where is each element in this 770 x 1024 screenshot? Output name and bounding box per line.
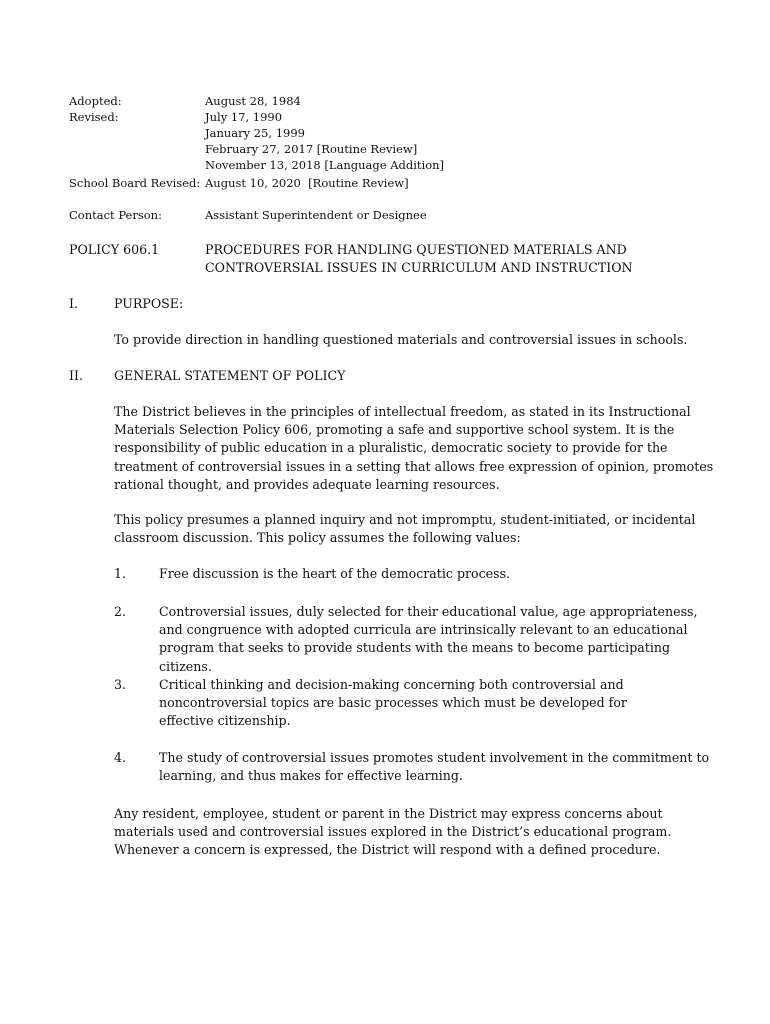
section-2-heading: GENERAL STATEMENT OF POLICY bbox=[114, 368, 346, 383]
policy-title-line2: CONTROVERSIAL ISSUES IN CURRICULUM AND INSTRUCTION bbox=[205, 260, 633, 275]
list-item-text: Critical thinking and decision-making concerning both controversial and noncontroversial topics are basic processes which must be developed for effective citizenship. bbox=[159, 677, 627, 729]
revised-date-1: July 17, 1990 bbox=[205, 110, 283, 124]
adopted-label: Adopted: bbox=[69, 94, 122, 108]
general-paragraph-1: The District believes in the principles of intellectual freedom, as stated in its Instructional Materials Selection Policy 606, promoting a safe and supportive school system. It is the responsibility of public education in a pluralistic, democratic society to provide for the treatment of controversial issues in a setting that allows free expression of opinion, promotes rational thought, and provides adequate learning resources. bbox=[114, 404, 714, 492]
purpose-text: To provide direction in handling questioned materials and controversial issues in schools. bbox=[114, 332, 688, 347]
revised-date-2: January 25, 1999 bbox=[205, 126, 305, 140]
list-item-number: 4. bbox=[114, 750, 127, 765]
section-2-numeral: II. bbox=[69, 368, 83, 383]
list-item-number: 1. bbox=[114, 566, 127, 581]
section-1-heading: PURPOSE: bbox=[114, 296, 184, 311]
contact-label: Contact Person: bbox=[69, 208, 162, 222]
revised-date-4: November 13, 2018 [Language Addition] bbox=[205, 158, 445, 172]
policy-number: POLICY 606.1 bbox=[69, 242, 160, 257]
revised-date-3: February 27, 2017 [Routine Review] bbox=[205, 142, 418, 156]
list-item-text: Free discussion is the heart of the democratic process. bbox=[159, 566, 511, 581]
list-item-number: 2. bbox=[114, 604, 127, 619]
general-paragraph-3: Any resident, employee, student or parent in the District may express concerns about materials used and controversial issues explored in the District’s educational program. Whenever a concern is expressed, the District will respond with a defined procedure. bbox=[114, 806, 672, 858]
list-item-number: 3. bbox=[114, 677, 127, 692]
policy-title-line1: PROCEDURES FOR HANDLING QUESTIONED MATERIALS AND bbox=[205, 242, 627, 257]
board-revised-label: School Board Revised: bbox=[69, 176, 201, 190]
board-revised-date: August 10, 2020 [Routine Review] bbox=[205, 176, 409, 190]
adopted-date: August 28, 1984 bbox=[205, 94, 301, 108]
general-paragraph-2: This policy presumes a planned inquiry and not impromptu, student-initiated, or incidental classroom discussion. This policy assumes the following values: bbox=[114, 512, 696, 546]
list-item-text: The study of controversial issues promotes student involvement in the commitment to learning, and thus makes for effective learning. bbox=[159, 750, 710, 784]
revised-label: Revised: bbox=[69, 110, 119, 124]
section-1-numeral: I. bbox=[69, 296, 78, 311]
list-item-text: Controversial issues, duly selected for their educational value, age appropriateness, and congruence with adopted curricula are intrinsically relevant to an educational program that seeks to provide students with the means to become participating citizens. bbox=[159, 604, 698, 674]
contact-value: Assistant Superintendent or Designee bbox=[205, 208, 427, 222]
